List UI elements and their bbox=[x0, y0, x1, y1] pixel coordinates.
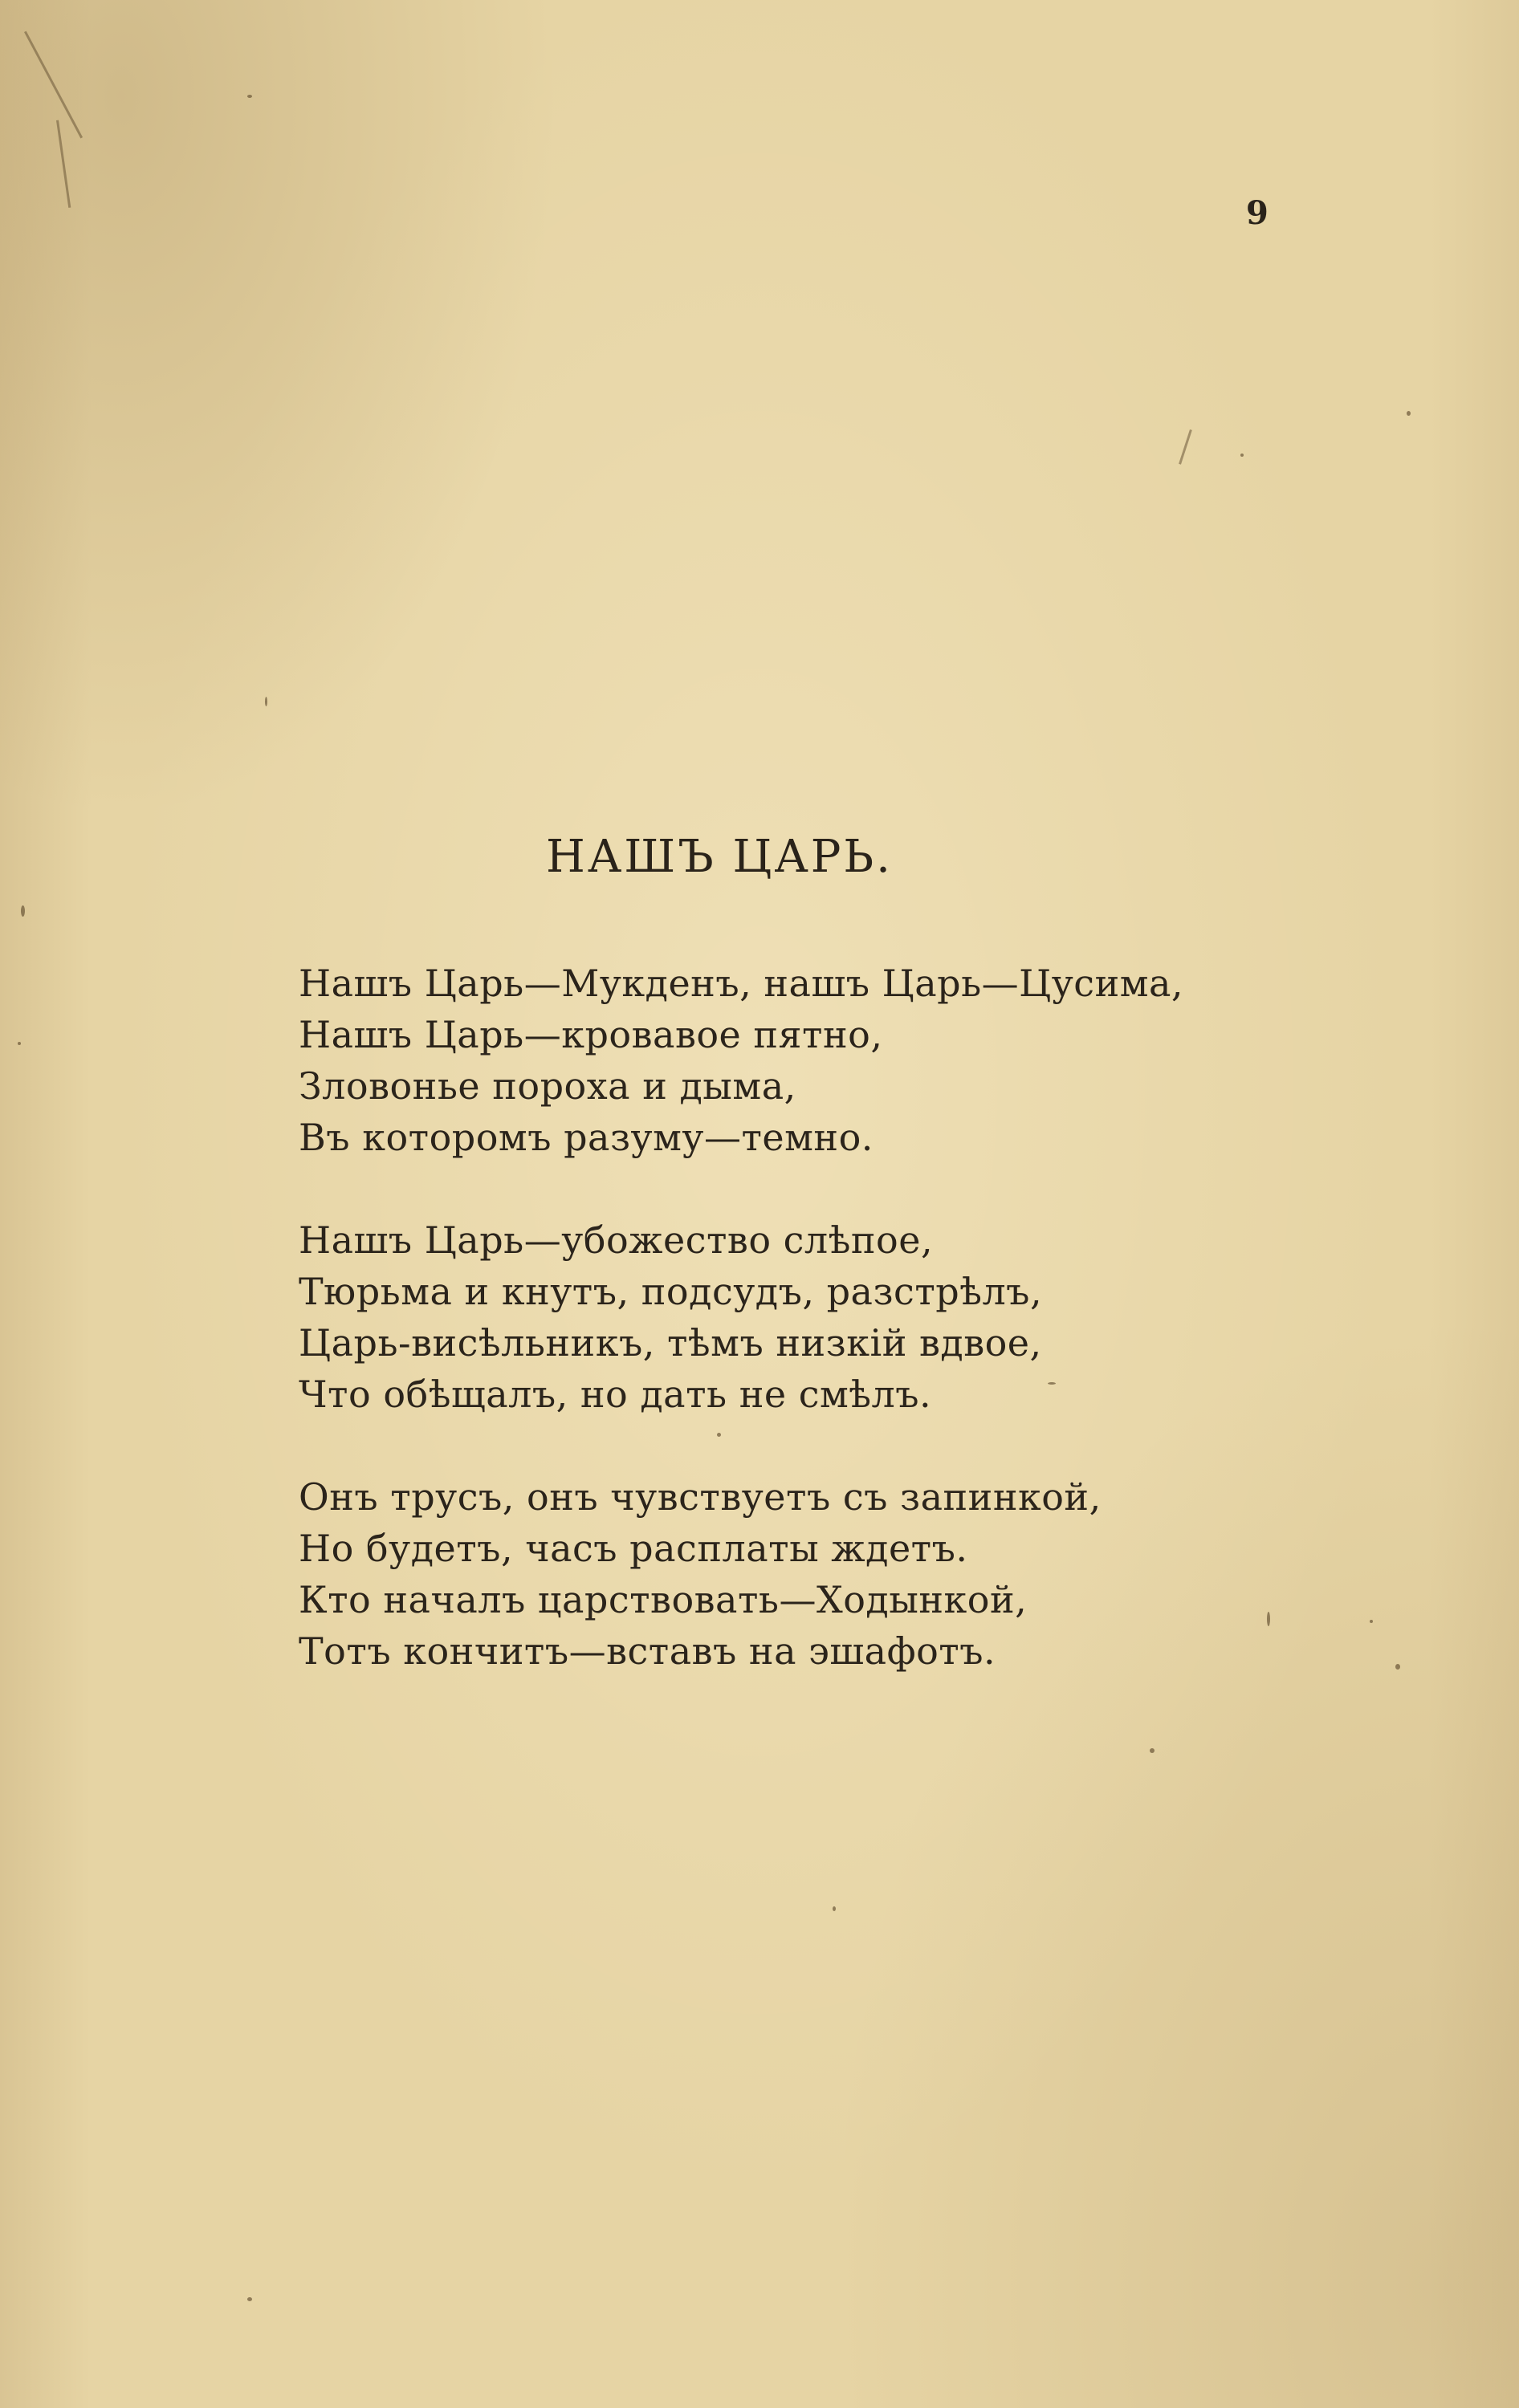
paper-speck bbox=[1370, 1620, 1373, 1623]
paper-speck bbox=[1150, 1748, 1155, 1753]
stanza bbox=[299, 1214, 1262, 1420]
poem-line: Нашъ Царь—кровавое пятно, bbox=[299, 1013, 883, 1056]
stanza bbox=[299, 1471, 1262, 1677]
poem-body bbox=[299, 958, 1262, 1728]
poem-line: Но будетъ, часъ расплаты ждетъ. bbox=[299, 1527, 968, 1570]
paper-speck bbox=[265, 697, 267, 706]
poem-line: Царь-висѣльникъ, тѣмъ низкій вдвое, bbox=[299, 1321, 1042, 1365]
poem-line: Онъ трусъ, онъ чувствуетъ съ запинкой, bbox=[299, 1475, 1102, 1519]
paper-speck bbox=[18, 1042, 21, 1045]
stanza bbox=[299, 958, 1262, 1163]
poem-line: Зловонье пороха и дыма, bbox=[299, 1064, 796, 1108]
paper-scratch bbox=[56, 120, 71, 208]
poem-line: Тотъ кончитъ—вставъ на эшафотъ. bbox=[299, 1629, 996, 1673]
page-number: 9 bbox=[1246, 194, 1269, 232]
paper-scratch bbox=[1179, 429, 1192, 465]
paper-speck bbox=[247, 2297, 252, 2301]
poem-line: Кто началъ царствовать—Ходынкой, bbox=[299, 1578, 1028, 1621]
paper-speck bbox=[1267, 1612, 1270, 1626]
paper-speck bbox=[1395, 1664, 1400, 1670]
poem-line: Нашъ Царь—Мукденъ, нашъ Царь—Цусима, bbox=[299, 962, 1184, 1005]
poem-line: Тюрьма и кнутъ, подсудъ, разстрѣлъ, bbox=[299, 1270, 1043, 1313]
poem-line: Что обѣщалъ, но дать не смѣлъ. bbox=[299, 1373, 932, 1416]
poem-title: НАШЪ ЦАРЬ. bbox=[546, 831, 893, 883]
paper-speck bbox=[247, 95, 252, 98]
paper-speck bbox=[21, 905, 25, 917]
paper-scratch bbox=[24, 31, 83, 139]
paper-speck bbox=[1240, 454, 1244, 457]
poem-line: Въ которомъ разуму—темно. bbox=[299, 1116, 874, 1159]
paper-speck bbox=[833, 1906, 836, 1911]
paper-speck bbox=[1407, 411, 1411, 416]
poem-line: Нашъ Царь—убожество слѣпое, bbox=[299, 1218, 934, 1262]
